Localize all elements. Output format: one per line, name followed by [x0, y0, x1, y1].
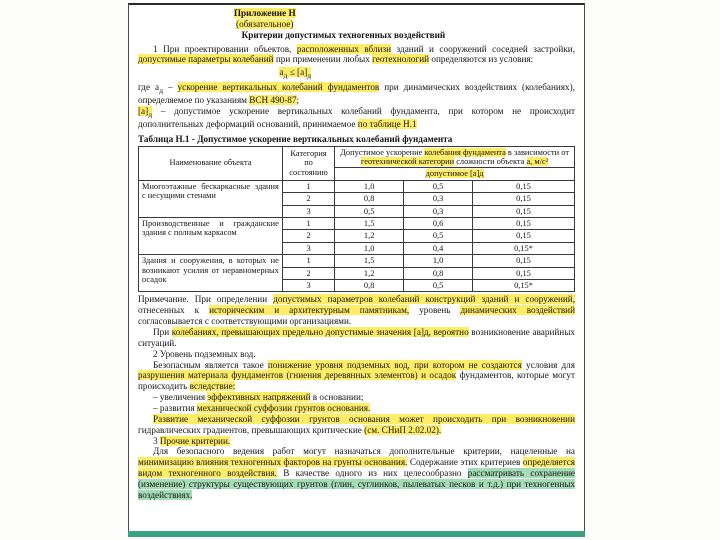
value-cell: 0,8	[404, 267, 473, 279]
value-cell: 0,8	[335, 193, 404, 205]
value-cell: 0,4	[404, 242, 473, 254]
table-header-row	[139, 146, 575, 168]
category-cell: 3	[282, 242, 334, 254]
column-header-object: Наименование объекта	[139, 146, 283, 180]
highlighted-text: историческим и архитектурным памятникам,	[209, 305, 410, 316]
document-page	[128, 3, 585, 536]
highlighted-text: а, м/с²	[526, 156, 549, 166]
formula-text	[279, 67, 312, 81]
highlighted-text: колебания фундамента	[424, 147, 506, 157]
value-cell: 0,15*	[473, 242, 575, 254]
text-run: ;	[296, 95, 300, 106]
highlighted-text: допустимое [а]д	[425, 169, 484, 179]
table-row	[139, 180, 575, 192]
green-highlighted-text: рассматривать сохранение (изменение) структуры существующих грунтов (глин, суглинков, пылеватых песков и т.д.) при техногенных воздействиях.	[138, 468, 575, 500]
value-cell: 0,5	[404, 279, 473, 291]
table-n1	[138, 146, 575, 293]
acceleration-condition-formula	[138, 67, 453, 80]
value-cell: 0,8	[335, 279, 404, 291]
subscript: д	[159, 86, 164, 95]
text-run: где а	[138, 82, 160, 93]
value-cell: 0,15	[473, 180, 575, 192]
bullet-item	[138, 392, 575, 403]
value-cell: 1,5	[335, 255, 404, 267]
highlighted-text: по таблице Н.1	[357, 118, 417, 129]
value-cell: 1,2	[335, 230, 404, 242]
section3-heading	[138, 436, 575, 447]
highlighted-text: Развитие механической суффозии грунтов основания может происходить при возникновении	[153, 413, 575, 424]
category-cell: 1	[282, 255, 334, 267]
category-cell: 1	[282, 180, 334, 192]
value-cell: 0,5	[404, 230, 473, 242]
category-cell: 2	[282, 193, 334, 205]
value-cell: 1,2	[335, 267, 404, 279]
value-cell: 1,0	[335, 180, 404, 192]
value-cell: 0,15	[473, 267, 575, 279]
highlighted-text: эффективных напряжений	[207, 392, 311, 403]
section3-paragraph	[138, 446, 575, 500]
column-header-category: Категория по состоянию	[282, 146, 334, 180]
value-cell: 1,0	[404, 255, 473, 267]
table-row	[139, 255, 575, 267]
text-run: –	[163, 82, 178, 93]
formula-symbol: ≤ [а]	[287, 67, 308, 78]
highlighted-text: определяется видом техногенного воздействия.	[138, 457, 575, 479]
value-cell: 0,15	[473, 217, 575, 229]
text-run: При	[153, 326, 172, 337]
category-cell: 3	[282, 279, 334, 291]
highlighted-text: допустимых параметров колебаний конструкций зданий и сооружений,	[273, 294, 575, 305]
subscript: д	[307, 71, 312, 81]
highlighted-text: (см. СНиП 2.02.02).	[364, 424, 442, 435]
text-run: возникновение аварийных ситуаций.	[138, 326, 575, 348]
text-run: Для безопасного ведения работ могут назначаться дополнительные критерии, нацеленные на	[153, 446, 575, 457]
column-header-acceleration	[335, 146, 575, 168]
table-caption-number: Таблица Н.1 -	[138, 133, 198, 144]
emergency-paragraph	[138, 327, 575, 349]
value-cell: 0,15	[473, 193, 575, 205]
text-run: отнесенных к	[138, 305, 210, 316]
subscript: д	[283, 71, 288, 81]
text-run: в зависимости от	[505, 147, 569, 157]
text-run: 3	[153, 435, 160, 446]
value-cell: 0,15	[473, 205, 575, 217]
column-subheader-allowed	[335, 168, 575, 180]
highlighted-text: Прочие критерии.	[159, 435, 231, 446]
category-cell: 3	[282, 205, 334, 217]
text-run: Содержание этих критериев	[407, 457, 523, 468]
object-name-cell: Здания и сооружения, в которых не возникают усилия от неравномерных осадок	[139, 255, 283, 292]
text-run: – развития	[153, 402, 197, 413]
highlighted-text: минимизацию влияния техногенных факторов на грунты основания.	[138, 457, 408, 468]
text-run: гидравлических градиентов, превышающих критические	[138, 424, 365, 435]
highlighted-text: расположенных вблизи	[296, 43, 392, 54]
text-run: – допустимое ускорение вертикальных колебаний фундамента, при котором не происходит дополнительных деформаций оснований, принимаемое	[138, 105, 575, 129]
text-run: Допустимое ускорение	[340, 147, 425, 157]
text-run: В качестве одного из них целесообразно	[276, 468, 468, 479]
text-run: Безопасным является такое	[153, 359, 268, 370]
table-caption-text: Допустимое ускорение вертикальных колебаний фундамента	[197, 133, 453, 144]
highlighted-text	[138, 105, 153, 119]
category-cell: 2	[282, 267, 334, 279]
text-run: условия для	[521, 359, 575, 370]
category-cell: 1	[282, 217, 334, 229]
highlighted-text: механической суффозии грунтов основания.	[196, 402, 371, 413]
text-run: при динамических воздействиях (колебаниях), определяемое по указаниям	[138, 82, 575, 106]
text-run: [а]	[138, 105, 149, 116]
section2-heading: 2 Уровень подземных вод.	[153, 348, 256, 359]
highlighted-text: колебаниях, превышающих предельно допустимые значения [а]д, вероятно	[171, 326, 469, 337]
subscript: д	[148, 109, 153, 119]
value-cell: 0,3	[404, 193, 473, 205]
text-run: согласовывается с соответствующими организациями.	[138, 316, 352, 327]
highlighted-text: разрушения материала фундаментов (гниения деревянных элементов) и осадок	[138, 370, 457, 381]
page-title: Критерии допустимых техногенных воздействий	[241, 29, 446, 40]
appendix-mandatory-text: (обязательное)	[236, 18, 294, 29]
object-name-cell: Производственные и гражданские здания с полным каркасом	[139, 217, 283, 254]
highlighted-text: динамических воздействий	[460, 305, 576, 316]
definition-ag-paragraph	[138, 82, 575, 106]
appendix-label	[138, 8, 391, 19]
value-cell: 0,5	[404, 180, 473, 192]
value-cell: 0,15	[473, 255, 575, 267]
highlighted-text: ускорение вертикальных колебаний фундаментов	[177, 82, 380, 93]
value-cell: 0,15	[473, 230, 575, 242]
table-header	[139, 146, 575, 180]
appendix-mandatory-label	[138, 19, 391, 30]
bullet-item	[138, 403, 575, 414]
table-body	[139, 180, 575, 292]
text-run: сложности объекта	[454, 156, 527, 166]
text-run: при применении любых	[273, 54, 373, 65]
highlighted-text: понижение уровня подземных вод, при котором не создаются	[267, 359, 522, 370]
highlighted-text: геотехнической категории	[360, 156, 455, 166]
value-cell: 0,6	[404, 217, 473, 229]
suffosion-paragraph	[138, 414, 575, 436]
text-run: в основании;	[310, 392, 364, 403]
value-cell: 1,5	[335, 217, 404, 229]
appendix-label-text: Приложение Н	[233, 8, 296, 18]
value-cell: 0,3	[404, 205, 473, 217]
definition-allowed-ag-paragraph	[138, 106, 575, 130]
intro-paragraph	[138, 44, 575, 66]
highlighted-text: допустимые параметры колебаний	[138, 54, 274, 65]
value-cell: 0,15*	[473, 279, 575, 291]
table-row	[139, 217, 575, 229]
highlighted-text: вследствие:	[189, 381, 236, 392]
text-run: – увеличения	[153, 392, 208, 403]
note-paragraph	[138, 294, 575, 327]
text-run: 1 При проектировании объектов,	[153, 43, 297, 54]
highlighted-text: геотехнологий	[372, 54, 430, 65]
table-caption	[138, 134, 575, 145]
text-run: определяются из условия:	[429, 54, 534, 65]
formula-symbol: а	[279, 67, 284, 78]
bottom-accent-strip	[128, 531, 585, 537]
text-run: уровень	[409, 305, 461, 316]
text-run: Примечание. При определении	[138, 294, 274, 305]
value-cell: 1,0	[335, 242, 404, 254]
category-cell: 2	[282, 230, 334, 242]
section2-paragraph	[138, 360, 575, 393]
text-run: зданий и сооружений соседней застройки,	[391, 43, 576, 54]
object-name-cell: Многоэтажные бескаркасные здания с несущими стенами	[139, 180, 283, 217]
value-cell: 0,5	[335, 205, 404, 217]
text-run: фундаментов, которые могут происходить	[138, 370, 575, 392]
highlighted-text: ВСН 490-87	[249, 95, 297, 106]
